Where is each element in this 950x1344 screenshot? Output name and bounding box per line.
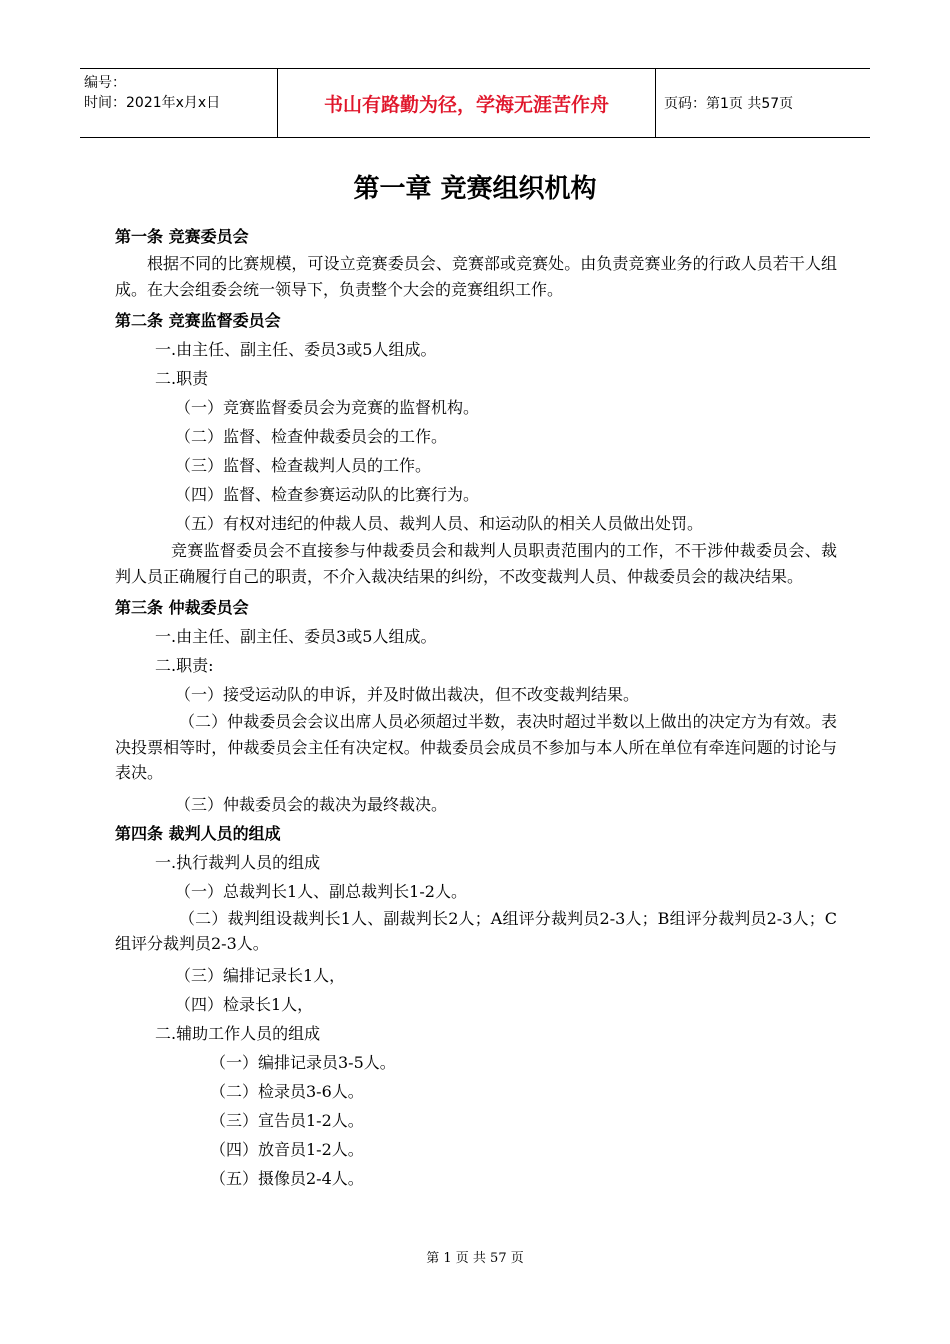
article-paragraph: 根据不同的比赛规模，可设立竞赛委员会、竞赛部或竞赛处。由负责竞赛业务的行政人员若干人组成。在大会组委会统一领导下，负责整个大会的竞赛组织工作。 — [115, 254, 837, 299]
article-heading: 第四条 裁判人员的组成 — [115, 823, 281, 843]
sub-list-item: （四）监督、检查参赛运动队的比赛行为。 — [175, 485, 480, 504]
article-heading: 第一条 竞赛委员会 — [115, 227, 249, 246]
document-date-label: 时间：2021年x月x日 — [84, 95, 221, 111]
sub-list-item: （四）检录长1人， — [175, 994, 314, 1014]
sub-list-item: （四）放音员1-2人。 — [210, 1139, 364, 1159]
header-slogan: 书山有路勤为径，学海无涯苦作舟 — [278, 69, 656, 137]
sub-list-item: （五）有权对违纪的仲裁人员、裁判人员、和运动队的相关人员做出处罚。 — [175, 514, 704, 533]
sub-list-item: （三）宣告员1-2人。 — [210, 1110, 364, 1130]
list-item: 二.职责 — [155, 369, 209, 388]
list-item: 二.辅助工作人员的组成 — [155, 1023, 321, 1043]
sub-list-item: （三）监督、检查裁判人员的工作。 — [175, 456, 432, 475]
sub-list-paragraph: （二）仲裁委员会会议出席人员必须超过半数，表决时超过半数以上做出的决定方为有效。表决投票相等时，仲裁委员会主任有决定权。仲裁委员会成员不参加与本人所在单位有牵连问题的讨论与表决。 — [115, 712, 837, 782]
sub-list-item: （三）仲裁委员会的裁决为最终裁决。 — [175, 794, 448, 814]
document-number-label: 编号： — [84, 75, 126, 91]
sub-list-item: （五）摄像员2-4人。 — [210, 1168, 364, 1188]
sub-list-item: （一）编排记录员3-5人。 — [210, 1052, 396, 1072]
sub-list-item: （二）监督、检查仲裁委员会的工作。 — [175, 427, 448, 446]
list-item: 一.由主任、副主任、委员3或5人组成。 — [155, 340, 437, 359]
sub-list-item: （二）检录员3-6人。 — [210, 1081, 364, 1101]
document-header-table — [80, 68, 870, 138]
sub-list-item: （一）接受运动队的申诉，并及时做出裁决，但不改变裁判结果。 — [175, 685, 640, 704]
sub-list-item: （一）总裁判长1人、副总裁判长1-2人。 — [175, 881, 467, 901]
sub-list-item: （三）编排记录长1人， — [175, 965, 346, 985]
list-item: 一.由主任、副主任、委员3或5人组成。 — [155, 627, 437, 646]
sub-list-item: （一）竞赛监督委员会为竞赛的监督机构。 — [175, 398, 480, 417]
chapter-title: 第一章 竞赛组织机构 — [353, 174, 597, 204]
article-heading: 第二条 竞赛监督委员会 — [115, 311, 281, 330]
article-paragraph: 竞赛监督委员会不直接参与仲裁委员会和裁判人员职责范围内的工作，不干涉仲裁委员会、裁判人员正确履行自己的职责，不介入裁决结果的纠纷，不改变裁判人员、仲裁委员会的裁决结果。 — [115, 541, 837, 586]
sub-list-paragraph: （二）裁判组设裁判长1人、副裁判长2人；A组评分裁判员2-3人；B组评分裁判员2-3人；C组评分裁判员2-3人。 — [115, 908, 837, 953]
header-page-info: 页码：第1页 共57页 — [664, 96, 794, 112]
list-item: 一.执行裁判人员的组成 — [155, 852, 321, 872]
list-item: 二.职责: — [155, 656, 214, 675]
header-meta-cell — [80, 69, 278, 137]
page-footer: 第 1 页 共 57 页 — [426, 1251, 524, 1266]
article-heading: 第三条 仲裁委员会 — [115, 598, 249, 617]
document-body — [115, 222, 837, 1193]
